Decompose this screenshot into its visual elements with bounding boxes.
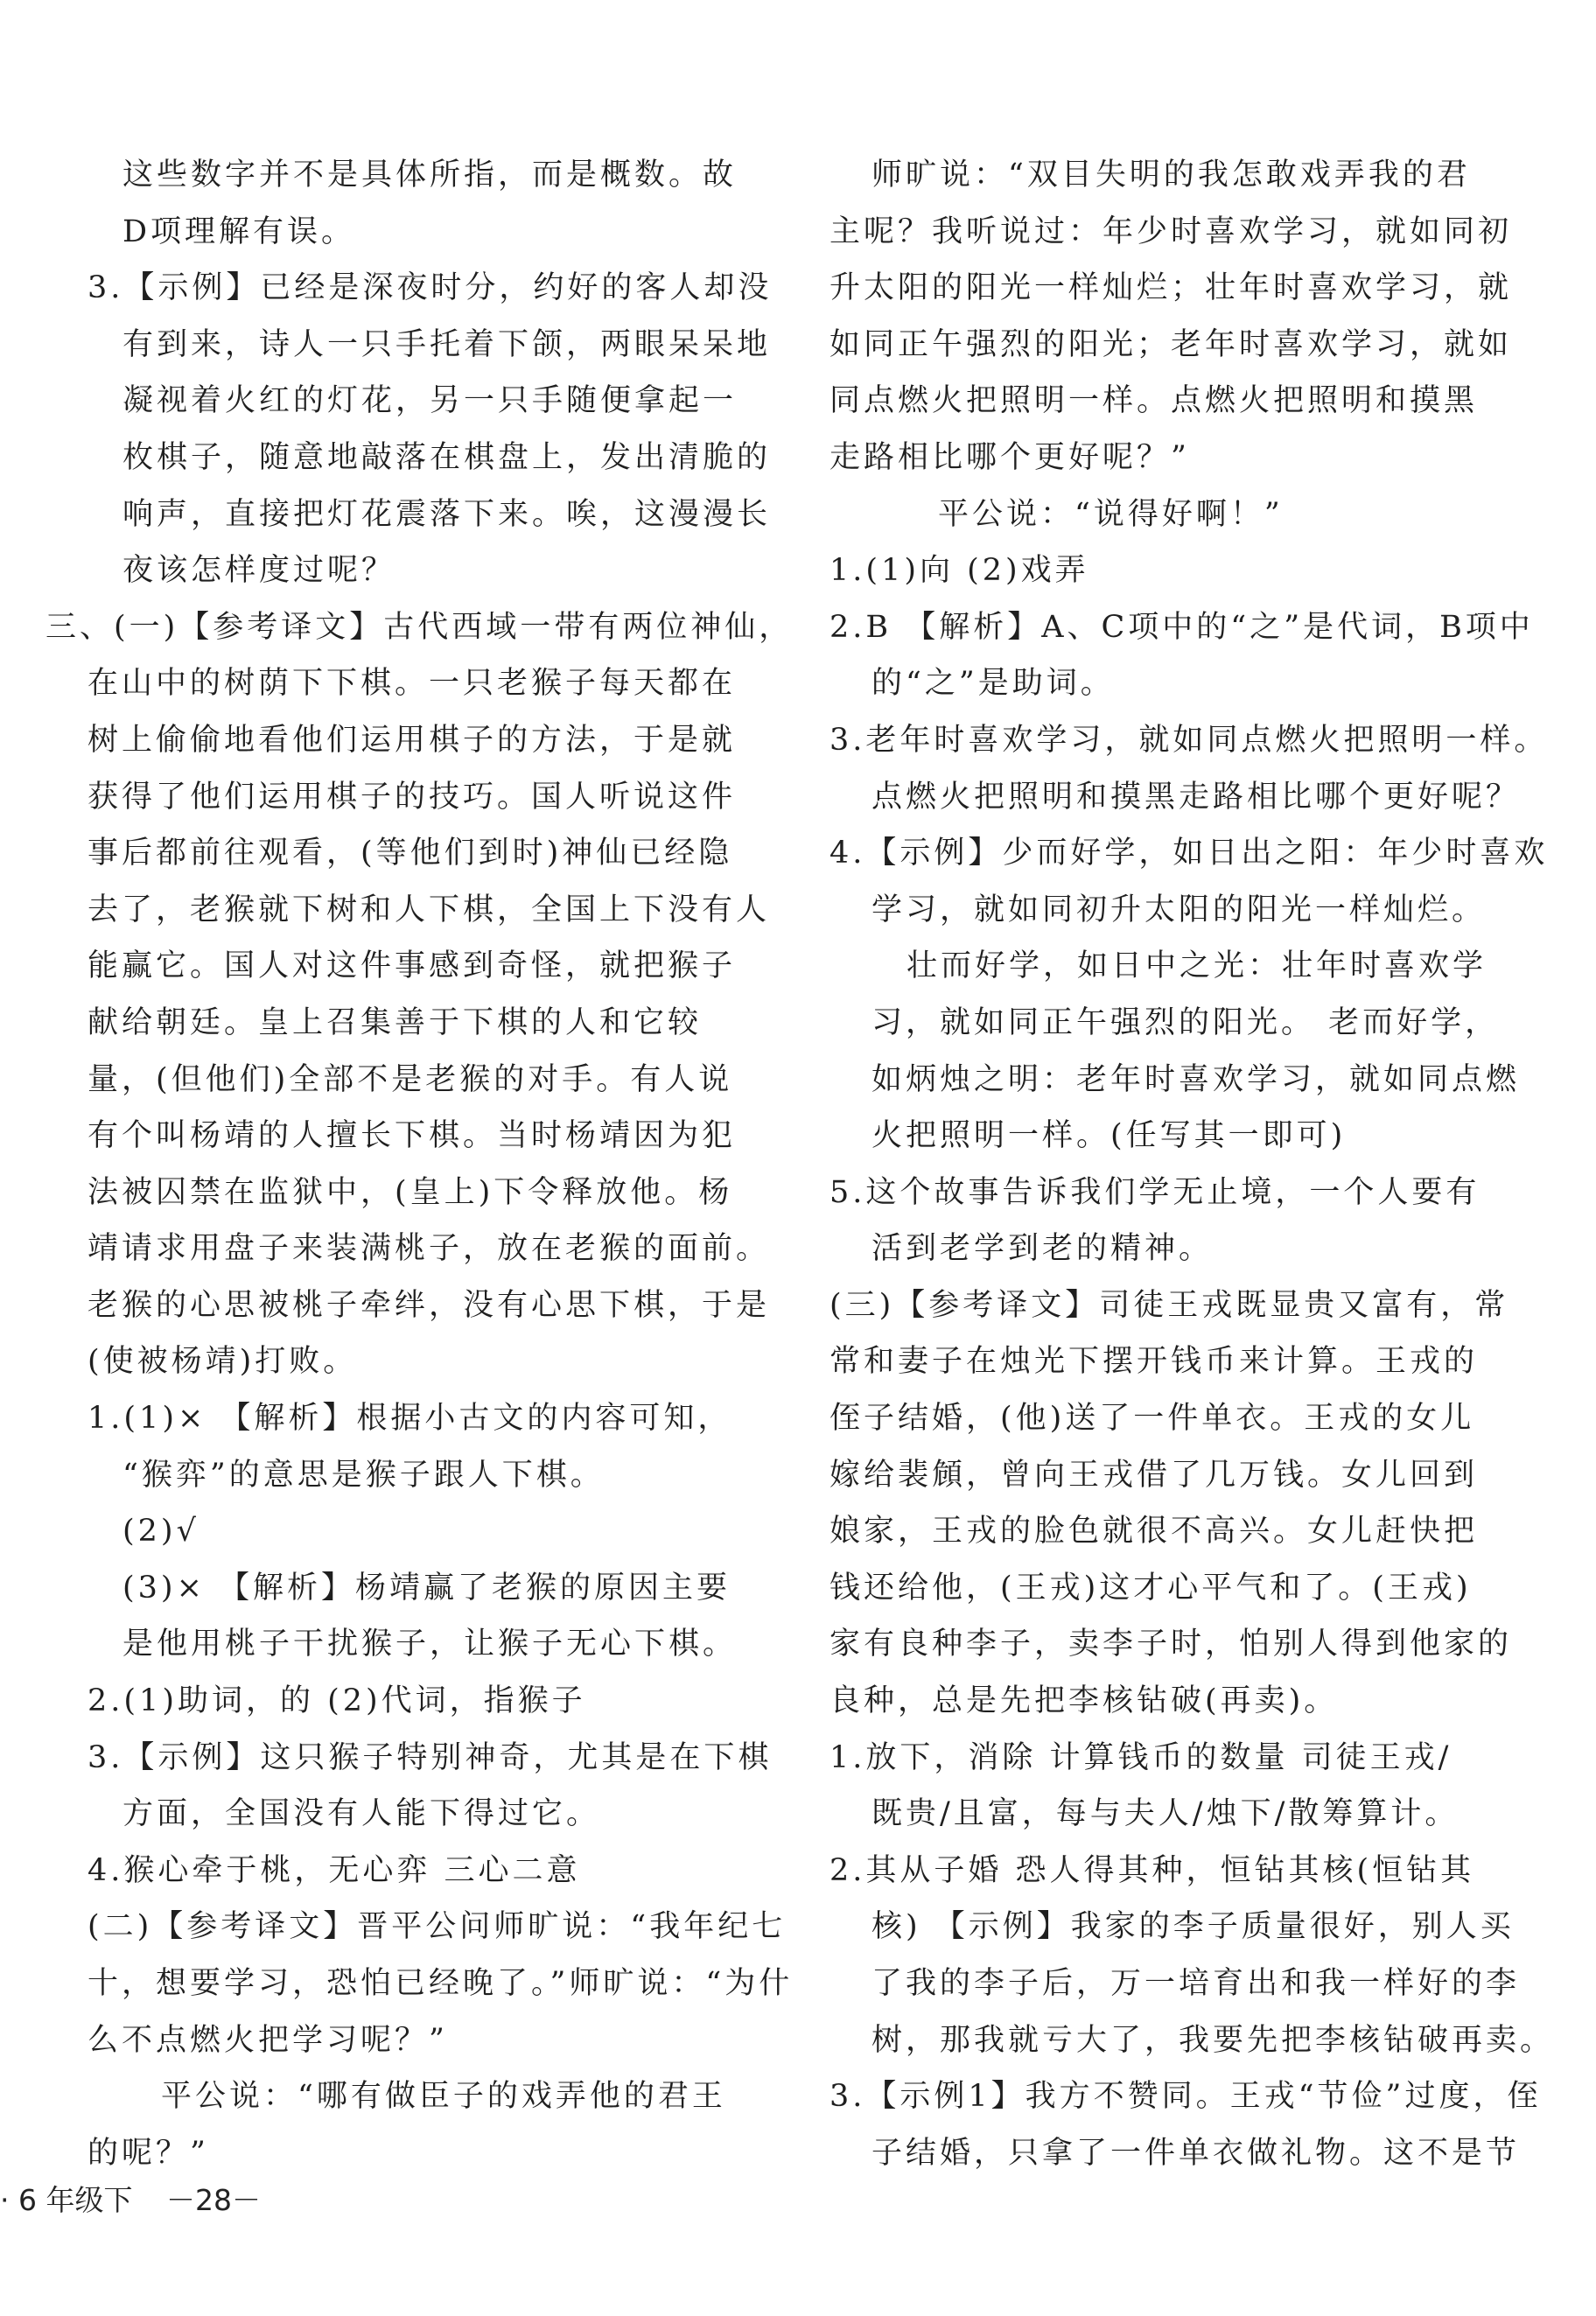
left-column-line: 去了，老猴就下树和人下棋，全国上下没有人: [88, 892, 771, 927]
right-column-line: 习，就如同正午强烈的阳光。 老而好学，: [872, 1004, 1500, 1040]
right-column-line: 1.(1)向 (2)戏弄: [830, 553, 1089, 589]
left-column-line: 有到来，诗人一只手托着下颌，两眼呆呆地: [122, 326, 772, 362]
left-column-line: (3)× 【解析】杨靖赢了老猴的原因主要: [122, 1570, 732, 1606]
left-column-line: (2)√: [122, 1514, 200, 1550]
left-column-line: (使被杨靖)打败。: [88, 1344, 358, 1380]
right-column-line: 家有良种李子，卖李子时，怕别人得到他家的: [830, 1627, 1513, 1662]
left-column-line: D项理解有误。: [122, 213, 356, 249]
left-column-line: 这些数字并不是具体所指，而是概数。故: [122, 157, 738, 192]
left-column-line: 量，(但他们)全部不是老猴的对手。有人说: [88, 1061, 733, 1097]
right-column-line: 了我的李子后，万一培育出和我一样好的李: [872, 1966, 1521, 2001]
left-column-line: “猴弈”的意思是猴子跟人下棋。: [122, 1457, 605, 1493]
right-column-line: 如同正午强烈的阳光；老年时喜欢学习，就如: [830, 326, 1513, 362]
left-column-line: 法被囚禁在监狱中，(皇上)下令释放他。杨: [88, 1174, 733, 1210]
right-column-line: 2.其从子婚 恐人得其种，恒钻其核(恒钻其: [830, 1852, 1475, 1888]
left-column-line: 事后都前往观看，(等他们到时)神仙已经隐: [88, 836, 733, 871]
left-column-line: 夜该怎样度过呢？: [122, 553, 396, 589]
right-column-line: 子结婚，只拿了一件单衣做礼物。这不是节: [872, 2135, 1521, 2171]
right-column-line: 4.【示例】少而好学，如日出之阳：年少时喜欢: [830, 836, 1549, 871]
right-column-line: 既贵/且富，每与夫人/烛下/散筹算计。: [872, 1796, 1460, 1832]
left-column-line: 凝视着火红的灯花，另一只手随便拿起一: [122, 383, 738, 419]
right-column-line: 学习，就如同初升太阳的阳光一样灿烂。: [872, 892, 1487, 927]
right-column-line: 核) 【示例】我家的李子质量很好，别人买: [872, 1909, 1515, 1945]
right-column-line: 2.B 【解析】A、C项中的“之”是代词，B项中: [830, 609, 1534, 645]
left-column-line: 2.(1)助词，的 (2)代词，指猴子: [88, 1683, 586, 1719]
left-column-line: 3.【示例】这只猴子特别神奇，尤其是在下棋: [88, 1739, 773, 1775]
left-column: [46, 147, 794, 2181]
right-column-line: 活到老学到老的精神。: [872, 1231, 1214, 1267]
left-column-line: 响声，直接把灯花震落下来。唉，这漫漫长: [122, 496, 772, 532]
left-column-line: 么不点燃火把学习呢？”: [88, 2022, 448, 2058]
left-column-line: 十，想要学习，恐怕已经晚了。”师旷说：“为什: [88, 1966, 794, 2001]
right-column-line: 常和妻子在烛光下摆开钱币来计算。王戎的: [830, 1344, 1479, 1380]
right-column-line: 1.放下，消除 计算钱币的数量 司徒王戎/: [830, 1739, 1452, 1775]
left-column-line: (二)【参考译文】晋平公问师旷说：“我年纪七: [88, 1909, 787, 1945]
right-column: [830, 147, 1555, 2181]
left-column-line: 是他用桃子干扰猴子，让猴子无心下棋。: [122, 1627, 738, 1662]
left-column-line: 能赢它。国人对这件事感到奇怪，就把猴子: [88, 948, 737, 984]
left-column-line: 1.(1)× 【解析】根据小古文的内容可知，: [88, 1401, 732, 1437]
right-column-line: 侄子结婚，(他)送了一件单衣。王戎的女儿: [830, 1401, 1475, 1437]
grade-label: · 6 年级下: [0, 2183, 133, 2217]
left-column-line: 获得了他们运用棋子的技巧。国人听说这件: [88, 779, 737, 815]
left-column-line: 靖请求用盘子来装满桃子，放在老猴的面前。: [88, 1231, 771, 1267]
right-column-line: (三)【参考译文】司徒王戎既显贵又富有，常: [830, 1287, 1509, 1323]
right-column-line: 3.老年时喜欢学习，就如同点燃火把照明一样。: [830, 722, 1549, 758]
right-column-line: 平公说：“说得好啊！”: [938, 496, 1284, 532]
left-column-line: 4.猴心牵于桃，无心弈 三心二意: [88, 1852, 581, 1888]
right-column-line: 钱还给他，(王戎)这才心平气和了。(王戎): [830, 1570, 1472, 1606]
right-column-line: 树，那我就亏大了，我要先把李核钻破再卖。: [872, 2022, 1555, 2058]
right-column-line: 嫁给裴頠，曾向王戎借了几万钱。女儿回到: [830, 1457, 1479, 1493]
right-column-line: 走路相比哪个更好呢？”: [830, 439, 1190, 475]
right-column-line: 娘家，王戎的脸色就很不高兴。女儿赶快把: [830, 1514, 1479, 1550]
left-column-line: 树上偷偷地看他们运用棋子的方法，于是就: [88, 722, 737, 758]
right-column-line: 3.【示例1】我方不赞同。王戎“节俭”过度，侄: [830, 2079, 1542, 2115]
left-column-line: 三、(一)【参考译文】古代西域一带有两位神仙，: [46, 609, 794, 645]
right-column-line: 火把照明一样。(任写其一即可): [872, 1118, 1347, 1154]
left-column-line: 的呢？”: [88, 2135, 209, 2171]
left-column-line: 献给朝廷。皇上召集善于下棋的人和它较: [88, 1004, 703, 1040]
left-column-line: 3.【示例】已经是深夜时分，约好的客人却没: [88, 270, 773, 306]
page-number: －28－: [165, 2183, 261, 2217]
right-column-line: 如炳烛之明：老年时喜欢学习，就如同点燃: [872, 1061, 1521, 1097]
right-column-line: 点燃火把照明和摸黑走路相比哪个更好呢？: [872, 779, 1521, 815]
right-column-line: 主呢？我听说过：年少时喜欢学习，就如同初: [830, 213, 1513, 249]
left-column-line: 在山中的树荫下下棋。一只老猴子每天都在: [88, 666, 737, 702]
right-column-line: 壮而好学，如日中之光：壮年时喜欢学: [906, 948, 1488, 984]
left-column-line: 枚棋子，随意地敲落在棋盘上，发出清脆的: [122, 439, 772, 475]
right-column-line: 同点燃火把照明一样。点燃火把照明和摸黑: [830, 383, 1479, 419]
right-column-line: 的“之”是助词。: [872, 666, 1115, 702]
right-column-line: 良种，总是先把李核钻破(再卖)。: [830, 1683, 1339, 1719]
right-column-line: 5.这个故事告诉我们学无止境，一个人要有: [830, 1174, 1480, 1210]
page-footer: [0, 2177, 261, 2224]
left-column-line: 老猴的心思被桃子牵绊，没有心思下棋，于是: [88, 1287, 771, 1323]
left-column-line: 有个叫杨靖的人擅长下棋。当时杨靖因为犯: [88, 1118, 737, 1154]
left-column-line: 方面，全国没有人能下得过它。: [122, 1796, 601, 1832]
right-column-line: 升太阳的阳光一样灿烂；壮年时喜欢学习，就: [830, 270, 1513, 306]
right-column-line: 师旷说：“双目失明的我怎敢戏弄我的君: [872, 157, 1471, 192]
left-column-line: 平公说：“哪有做臣子的戏弄他的君王: [161, 2079, 726, 2115]
